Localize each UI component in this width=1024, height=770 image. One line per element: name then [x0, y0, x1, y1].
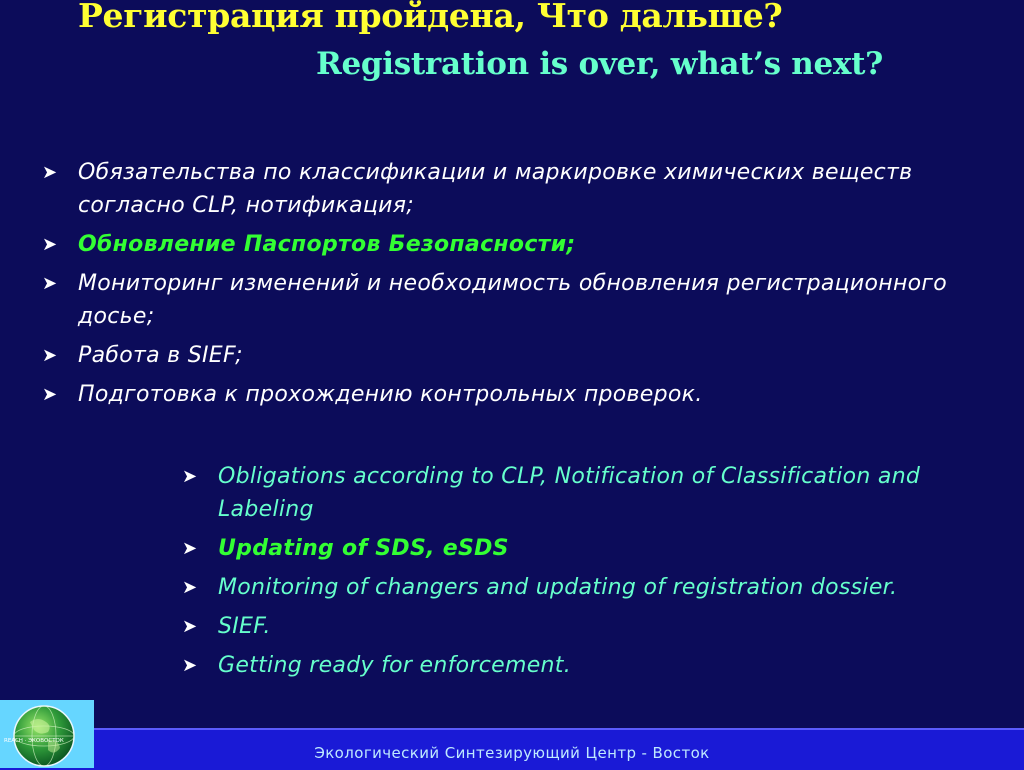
- arrowhead-bullet-icon: ➤: [182, 466, 198, 487]
- arrowhead-bullet-icon: ➤: [42, 384, 58, 405]
- ru-list-item-text: Обновление Паспортов Безопасности;: [78, 232, 576, 257]
- ru-list-item: [42, 378, 982, 411]
- footer-organization-name: Экологический Синтезирующий Центр - Восток: [314, 744, 710, 762]
- russian-bullet-list: [42, 156, 982, 417]
- globe-logo-icon: [0, 700, 94, 768]
- arrowhead-bullet-icon: ➤: [182, 577, 198, 598]
- ru-list-item-text: Работа в SIEF;: [78, 343, 243, 368]
- ru-list-item: [42, 339, 982, 372]
- en-list-item-text: Updating of SDS, eSDS: [218, 536, 509, 561]
- arrowhead-bullet-icon: ➤: [42, 273, 58, 294]
- arrowhead-bullet-icon: ➤: [182, 616, 198, 637]
- en-list-item: [182, 649, 1018, 682]
- ru-list-item: [42, 156, 982, 222]
- english-bullet-list: [182, 460, 1018, 688]
- en-list-item-text: Getting ready for enforcement.: [218, 653, 572, 678]
- ru-list-item-text: Мониторинг изменений и необходимость обновления регистрационного досье;: [78, 271, 948, 329]
- logo-label: REACH · ЭКОВОСТОК: [4, 738, 64, 744]
- arrowhead-bullet-icon: ➤: [42, 162, 58, 183]
- en-list-item-text: Monitoring of changers and updating of registration dossier.: [218, 575, 898, 600]
- en-list-item-text: SIEF.: [218, 614, 271, 639]
- en-list-item: [182, 610, 1018, 643]
- en-list-item-text: Obligations according to CLP, Notification of Classification and Labeling: [218, 464, 921, 522]
- ru-list-item: [42, 228, 982, 261]
- ru-list-item-text: Подготовка к прохождению контрольных проверок.: [78, 382, 703, 407]
- arrowhead-bullet-icon: ➤: [182, 538, 198, 559]
- en-list-item: [182, 571, 1018, 604]
- title-russian: Регистрация пройдена, Что дальше?: [78, 0, 783, 35]
- title-english: Registration is over, what’s next?: [316, 46, 884, 82]
- footer-bar: [0, 728, 1024, 770]
- ru-list-item-text: Обязательства по классификации и маркировке химических веществ согласно CLP, нотификация;: [78, 160, 913, 218]
- logo: [0, 700, 94, 768]
- ru-list-item: [42, 267, 982, 333]
- en-list-item: [182, 460, 1018, 526]
- arrowhead-bullet-icon: ➤: [182, 655, 198, 676]
- arrowhead-bullet-icon: ➤: [42, 234, 58, 255]
- en-list-item: [182, 532, 1018, 565]
- arrowhead-bullet-icon: ➤: [42, 345, 58, 366]
